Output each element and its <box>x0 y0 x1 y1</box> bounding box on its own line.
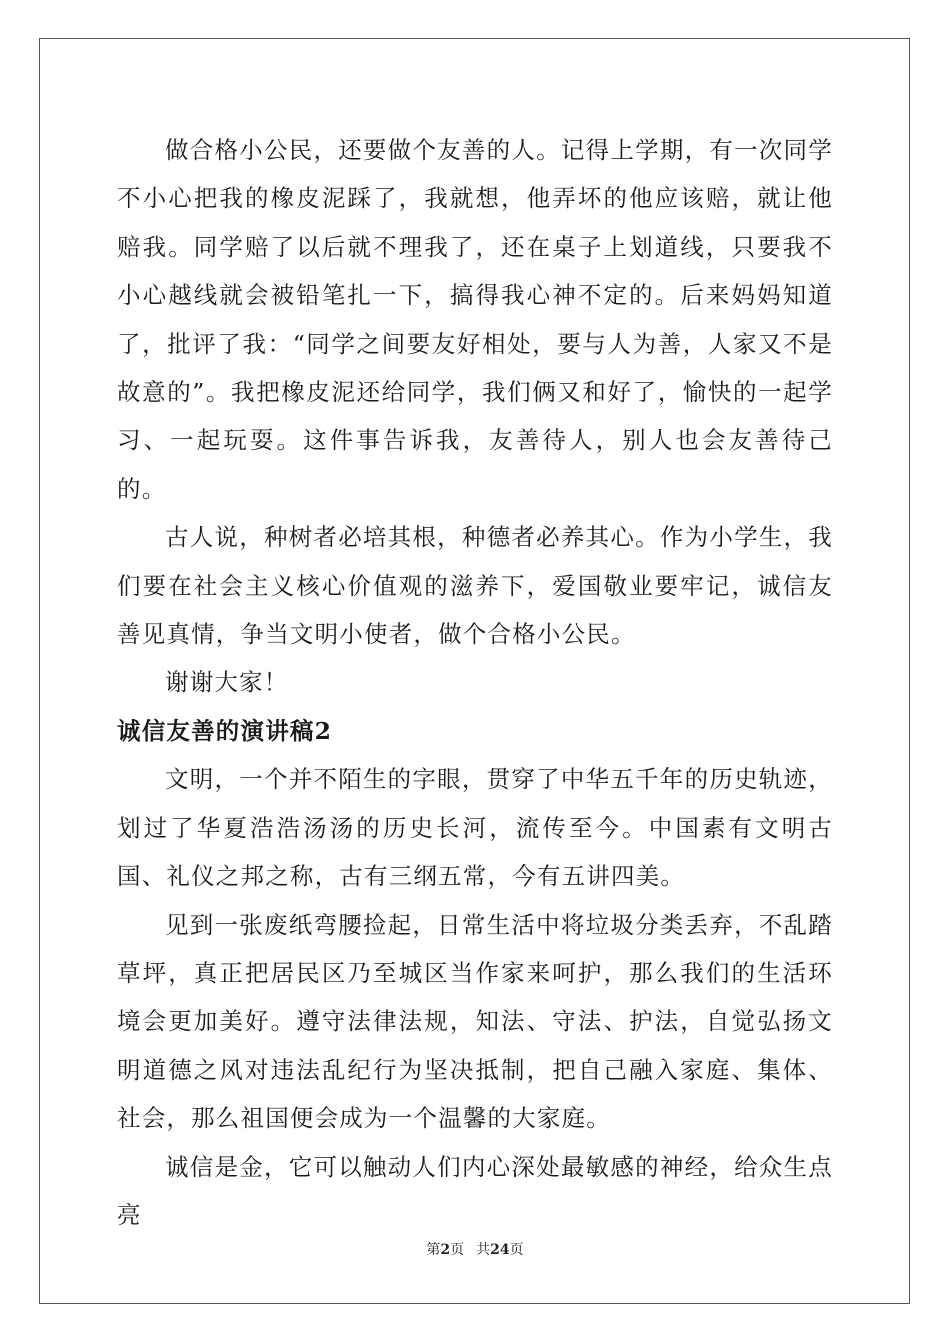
page-footer <box>0 1241 950 1259</box>
page-number: 2 <box>440 1242 451 1258</box>
page-suffix: 页 <box>450 1242 465 1258</box>
paragraph: 文明，一个并不陌生的字眼，贯穿了中华五千年的历史轨迹，划过了华夏浩浩汤汤的历史长河，流传至今。中国素有文明古国、礼仪之邦之称，古有三纲五常，今有五讲四美。 <box>117 765 833 891</box>
paragraph: 诚信是金，它可以触动人们内心深处最敏感的神经，给众生点亮 <box>117 1152 833 1229</box>
total-prefix: 共 <box>476 1242 491 1258</box>
paragraph: 见到一张废纸弯腰捡起，日常生活中将垃圾分类丢弃，不乱踏草坪，真正把居民区乃至城区当作家来呵护，那么我们的生活环境会更加美好。遵守法律法规，知法、守法、护法，自觉弘扬文明道德之风对违法乱纪行为坚决抵制，把自己融入家庭、集体、社会，那么祖国便会成为一个温馨的大家庭。 <box>117 910 833 1133</box>
paragraph: 古人说，种树者必培其根，种德者必养其心。作为小学生，我们要在社会主义核心价值观的滋养下，爱国敬业要牢记，诚信友善见真情，争当文明小使者，做个合格小公民。 <box>117 523 833 649</box>
document-body <box>117 126 833 1239</box>
section-heading: 诚信友善的演讲稿2 <box>117 716 333 745</box>
total-suffix: 页 <box>509 1242 524 1258</box>
page-prefix: 第 <box>426 1242 441 1258</box>
total-pages: 24 <box>490 1242 510 1258</box>
paragraph: 谢谢大家！ <box>165 668 289 697</box>
paragraph: 做合格小公民，还要做个友善的人。记得上学期，有一次同学不小心把我的橡皮泥踩了，我就想，他弄坏的他应该赔，就让他赔我。同学赔了以后就不理我了，还在桌子上划道线，只要我不小心越线就会被铅笔扎一下，搞得我心神不定的。后来妈妈知道了，批评了我：“同学之间要友好相处，要与人为善，人家又不是故意的”。我把橡皮泥还给同学，我们俩又和好了，愉快的一起学习、一起玩耍。这件事告诉我，友善待人，别人也会友善待己的。 <box>117 136 833 503</box>
